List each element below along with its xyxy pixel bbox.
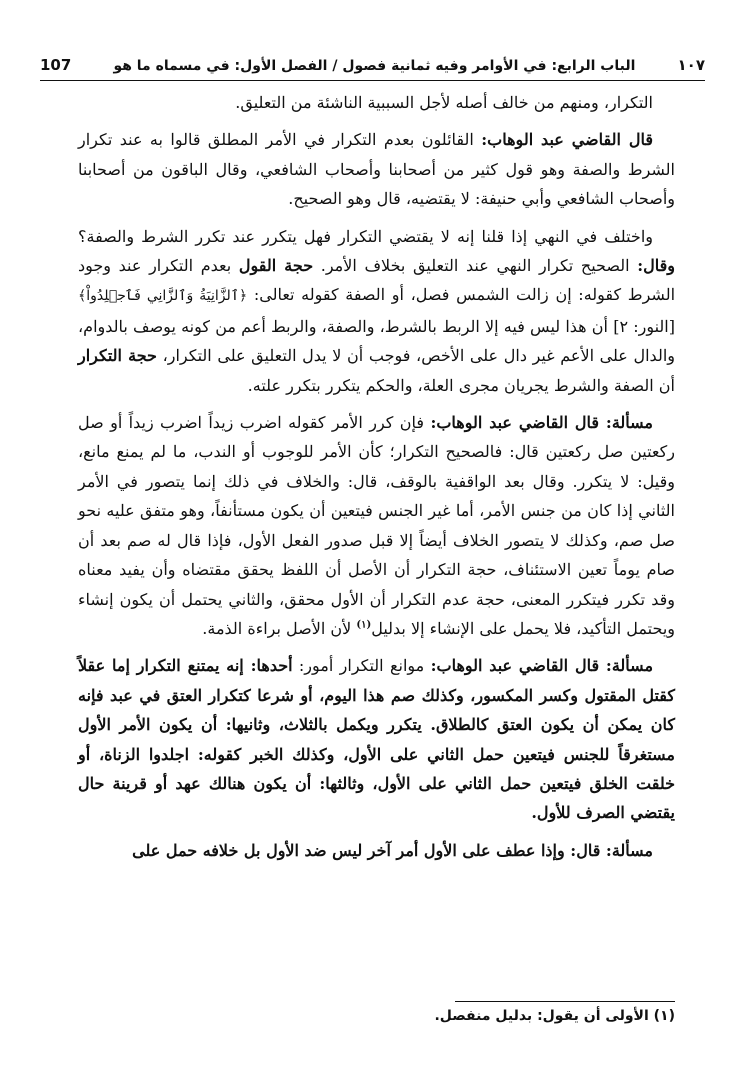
p5-text-a: موانع التكرار أمور: — [292, 656, 431, 676]
p6-text: وإذا عطف على الأول أمر آخر ليس ضد الأول بل خلافه حمل على — [132, 840, 571, 860]
p3-question: واختلف في النهي إذا قلنا إنه لا يقتضي التكرار فهل يتكرر عند تكرر الشرط والصفة؟ — [78, 226, 653, 246]
p3-text-b: بعدم التكرار عند وجود الشرط كقوله: إن زالت الشمس فصل، أو الصفة كقوله تعالى: — [78, 256, 676, 305]
paragraph-4 — [78, 408, 675, 643]
p3-hujja2-heading: حجة التكرار — [78, 346, 157, 366]
p5-text-b: إنه يمتنع التكرار إما عقلاً كقتل المقتول وكسر المكسور، وكذلك صم هذا اليوم، أو شرعا كتكرار العتق في عبد فإنه كان يمكن أن يكون العتق كالطلاق. يتكرر ويكمل بالثلاث، — [78, 656, 676, 735]
running-title: الباب الرابع: في الأوامر وفيه ثمانية فصول / الفصل الأول: في مسماه ما هو — [113, 58, 636, 74]
paragraph-3 — [78, 222, 675, 400]
p4-text-end: لأن الأصل براءة الذمة. — [202, 618, 357, 638]
p5-text-d: أن يكون هنالك عهد أو قرينة حال يقتضي الصرف للأول. — [78, 773, 675, 823]
p5-third: وثالثها: — [319, 773, 365, 793]
paragraph-6 — [78, 836, 675, 865]
p1-text: التكرار، ومنهم من خالف أصله لأجل السببية الناشئة من التعليق. — [235, 93, 653, 112]
p4-heading: مسألة: قال القاضي عبد الوهاب: — [430, 413, 654, 433]
footnote-rule — [455, 1001, 675, 1002]
main-text — [78, 88, 675, 865]
page-number-latin: 107 — [40, 56, 72, 74]
p4-text: فإن كرر الأمر كقوله اضرب زيداً اضرب زيداً أو صل ركعتين صل ركعتين قال: فالصحيح التكرار؛ كأن الأمر للوجوب أو الندب، ما لم يمنع مانع، وقيل: لا يتكرر. وقال بعد الواقفية بالوقف، قال: والخلاف في ذلك إنما يتصور في الأمر الثاني إذا كان من جنس الأمر، أما غير الجنس فيتعين أن يكون مستأنفاً، وهو متفق عليه نحو صل صم، وكذلك لا يتصور الخلاف أيضاً إلا قبل صدور الفعل الأول، فإذا قال له صم بعد أن صام يوماً تعين الاستئناف، حجة التكرار أن الأصل أن اللفظ يحقق مقتضاه وأن يفيد معناه وقد تكرر فيتكرر المعنى، حجة عدم التكرار أن الأول محقق، والثاني يحتمل أن يكون إنشاء ويحتمل التأكيد، فلا يحمل على الإنشاء إلا بدليل — [78, 413, 676, 638]
running-header — [40, 44, 705, 74]
paragraph-1 — [78, 88, 675, 117]
footnote: (١) الأولى أن يقول: بدليل منفصل. — [434, 1008, 675, 1024]
p5-second: وثانيها: — [225, 715, 271, 735]
p3-wa-qal: وقال: — [637, 256, 676, 276]
paragraph-2 — [78, 125, 675, 213]
p3-hujja-heading: حجة القول — [238, 256, 314, 276]
p3-text-a: الصحيح تكرار النهي عند التعليق بخلاف الأمر. — [313, 256, 638, 276]
p2-heading: قال القاضي عبد الوهاب: — [481, 130, 653, 150]
page-number-arabic: ١٠٧ — [677, 56, 705, 74]
paragraph-5 — [78, 651, 675, 827]
p2-text: القائلون بعدم التكرار في الأمر المطلق قالوا به عند تكرار الشرط والصفة وهو قول كثير من أصحابنا وأصحاب الشافعي، وقال الباقون من أصحابنا وأصحاب الشافعي وأبي حنيفة: لا يقتضيه، قال وهو الصحيح. — [78, 130, 675, 209]
quran-verse: ﴿ٱلزَّانِيَةُ وَٱلزَّانِي فَٱجۡلِدُواْ﴾ — [78, 288, 248, 305]
p3-text-c: [النور: ٢] أن هذا ليس فيه إلا الربط بالشرط، والصفة، والربط أعم من كونه يوصف بالدوام، والدال على الأعم غير دال على الأخص، فوجب أن لا يدل التعليق على التكرار، — [78, 316, 676, 366]
p5-first: أحدها: — [250, 656, 293, 676]
footnote-ref[interactable]: (١) — [356, 619, 372, 631]
p3-text-d: أن الصفة والشرط يجريان مجرى العلة، والحكم يتكرر بتكرر علته. — [247, 375, 675, 395]
p5-text-c: أن يكون الأمر الأول مستغرقاً للجنس فيتعين حمل الثاني على الأول، وكذلك الخبر كقوله: اجلدوا الزناة، أو خلقت الخلق فيتعين حمل الثاني على الأول، — [78, 715, 675, 793]
p6-heading: مسألة: قال: — [570, 840, 653, 860]
p5-heading: مسألة: قال القاضي عبد الوهاب: — [430, 656, 654, 676]
header-rule — [40, 80, 705, 81]
